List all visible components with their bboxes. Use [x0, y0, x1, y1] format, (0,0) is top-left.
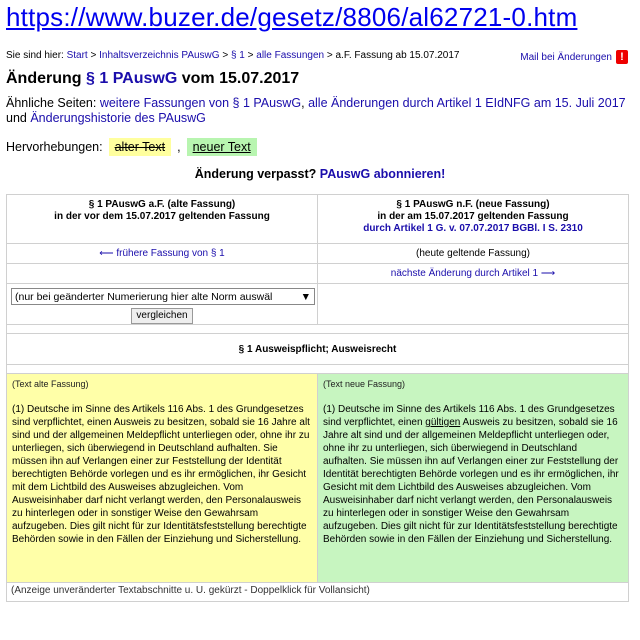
- old-text-label: (Text alte Fassung): [12, 379, 89, 389]
- footer-note: (Anzeige unveränderter Textabschnitte u. U. gekürzt - Doppelklick für Vollansicht): [7, 583, 629, 602]
- breadcrumb-prefix: Sie sind hier:: [6, 50, 64, 61]
- new-text-label: (Text neue Fassung): [323, 379, 406, 389]
- similar-link-changes[interactable]: alle Änderungen durch Artikel 1 EIdNFG am 15. Juli 2017: [308, 96, 626, 110]
- new-text-body: [323, 403, 623, 546]
- earlier-version-cell: [7, 244, 318, 264]
- breadcrumb-section[interactable]: § 1: [230, 50, 245, 61]
- spacer: [7, 365, 629, 374]
- old-norm-select-value: (nur bei geänderter Numerierung hier alte Norm auswäl: [15, 290, 273, 303]
- old-text-sample: alter Text: [109, 138, 172, 156]
- highlight-label: Hervorhebungen:: [6, 140, 103, 154]
- new-text-cell[interactable]: [318, 374, 629, 583]
- chevron-down-icon[interactable]: ▼: [300, 290, 311, 303]
- new-text-inserted: gültigen: [425, 417, 461, 428]
- breadcrumb-sep: >: [247, 50, 254, 61]
- mail-alert-label[interactable]: Mail bei Änderungen: [520, 51, 612, 63]
- page-title: [6, 70, 299, 88]
- earlier-version-link[interactable]: ⟵ frühere Fassung von § 1: [99, 248, 225, 259]
- compare-select-cell: [7, 284, 318, 325]
- old-norm-select[interactable]: [11, 288, 315, 305]
- subscribe-text: Änderung verpasst?: [194, 167, 317, 181]
- title-law-link[interactable]: § 1 PAuswG: [86, 70, 178, 87]
- old-text-body: (1) Deutsche im Sinne des Artikels 116 Abs. 1 des Grundgesetzes sind verpflichtet, einen Ausweis zu besitzen, sobald sie 16 Jahre alt sind und der allgemeinen Meldepflicht unterliegen oder, ohne ihr zu unterliegen, sich überwiegend in Deutschland aufhalten. Sie müssen ihn auf Verlangen einer zur Feststellung der Identität berechtigten Behörde vorlegen und es ihr ermöglichen, ihr Gesicht mit dem Lichtbild des Ausweises abzugleichen. Vom Ausweisinhaber darf nicht verlangt werden, den Personalausweis zu hinterlegen oder in sonstiger Weise den Gewahrsam aufzugeben. Dies gilt nicht für zur Identitätsfeststellung berechtigte Behörden sowie in den Fällen der Einziehung und Sicherstellung.: [12, 404, 310, 545]
- similar-sep: ,: [301, 96, 305, 110]
- new-version-header: [318, 195, 629, 244]
- title-suffix: vom 15.07.2017: [181, 70, 300, 87]
- breadcrumb-current: a.F. Fassung ab 15.07.2017: [335, 50, 460, 61]
- new-text-pre: (1) Deutsche im Sinne des Artikels 116 Abs. 1 des Grundgesetzes sind verpflichtet, einen: [323, 404, 615, 428]
- similar-prefix: Ähnliche Seiten:: [6, 96, 97, 110]
- bgbl-link[interactable]: durch Artikel 1 G. v. 07.07.2017 BGBl. I S. 2310: [363, 223, 583, 234]
- next-change-link[interactable]: nächste Änderung durch Artikel 1 ⟶: [390, 268, 556, 279]
- breadcrumb-sep: >: [326, 50, 333, 61]
- page-url[interactable]: https://www.buzer.de/gesetz/8806/al62721-0.htm: [6, 2, 578, 32]
- next-change-cell: [318, 264, 629, 284]
- section-title: § 1 Ausweispflicht; Ausweisrecht: [7, 334, 629, 365]
- new-text-post: Ausweis zu besitzen, sobald sie 16 Jahre alt sind und der allgemeinen Meldepflicht unterliegen oder, ohne ihr zu unterliegen, sich überwiegend in Deutschland aufhalten. Sie müssen ihn auf Verlangen einer zur Feststellung der Identität berechtigten Behörde vorlegen und es ihr ermöglichen, ihr Gesicht mit dem Lichtbild des Ausweises abzugleichen. Vom Ausweisinhaber darf nicht verlangt werden, den Personalausweis zu hinterlegen oder in sonstiger Weise den Gewahrsam aufzugeben. Dies gilt nicht für zur Identitätsfeststellung berechtigte Behörden sowie in den Fällen der Einziehung und Sicherstellung.: [323, 417, 619, 545]
- similar-link-history[interactable]: Änderungshistorie des PAuswG: [30, 111, 206, 125]
- current-version-note: (heute geltende Fassung): [416, 248, 530, 259]
- mail-alert-link[interactable]: [520, 50, 628, 64]
- current-version-cell: [318, 244, 629, 264]
- similar-pages: [6, 96, 631, 126]
- exclamation-icon[interactable]: !: [616, 50, 628, 64]
- new-header-line2: in der am 15.07.2017 geltenden Fassung: [377, 211, 569, 222]
- subscribe-link[interactable]: PAuswG abonnieren!: [319, 167, 446, 181]
- empty-nav-cell: [7, 264, 318, 284]
- similar-and: und: [6, 111, 27, 125]
- compare-empty-cell: [318, 284, 629, 325]
- breadcrumb-sep: >: [222, 50, 229, 61]
- breadcrumb: [6, 50, 459, 61]
- new-header-line1: § 1 PAuswG n.F. (neue Fassung): [396, 199, 550, 210]
- subscribe-line: [0, 167, 640, 181]
- old-text-cell[interactable]: [7, 374, 318, 583]
- breadcrumb-all-versions[interactable]: alle Fassungen: [256, 50, 325, 61]
- old-header-line2: in der vor dem 15.07.2017 geltenden Fassung: [54, 211, 270, 222]
- similar-link-versions[interactable]: weitere Fassungen von § 1 PAuswG: [99, 96, 302, 110]
- breadcrumb-sep: >: [90, 50, 97, 61]
- old-version-header: [7, 195, 318, 244]
- comparison-table: [6, 194, 629, 602]
- spacer: [7, 325, 629, 334]
- old-header-line1: § 1 PAuswG a.F. (alte Fassung): [88, 199, 236, 210]
- compare-button[interactable]: vergleichen: [131, 308, 193, 324]
- highlight-legend: [6, 138, 257, 156]
- highlight-sep: ,: [177, 140, 181, 154]
- new-text-sample: neuer Text: [187, 138, 257, 156]
- title-prefix: Änderung: [6, 70, 82, 87]
- breadcrumb-start[interactable]: Start: [66, 50, 88, 61]
- breadcrumb-toc[interactable]: Inhaltsverzeichnis PAuswG: [99, 50, 220, 61]
